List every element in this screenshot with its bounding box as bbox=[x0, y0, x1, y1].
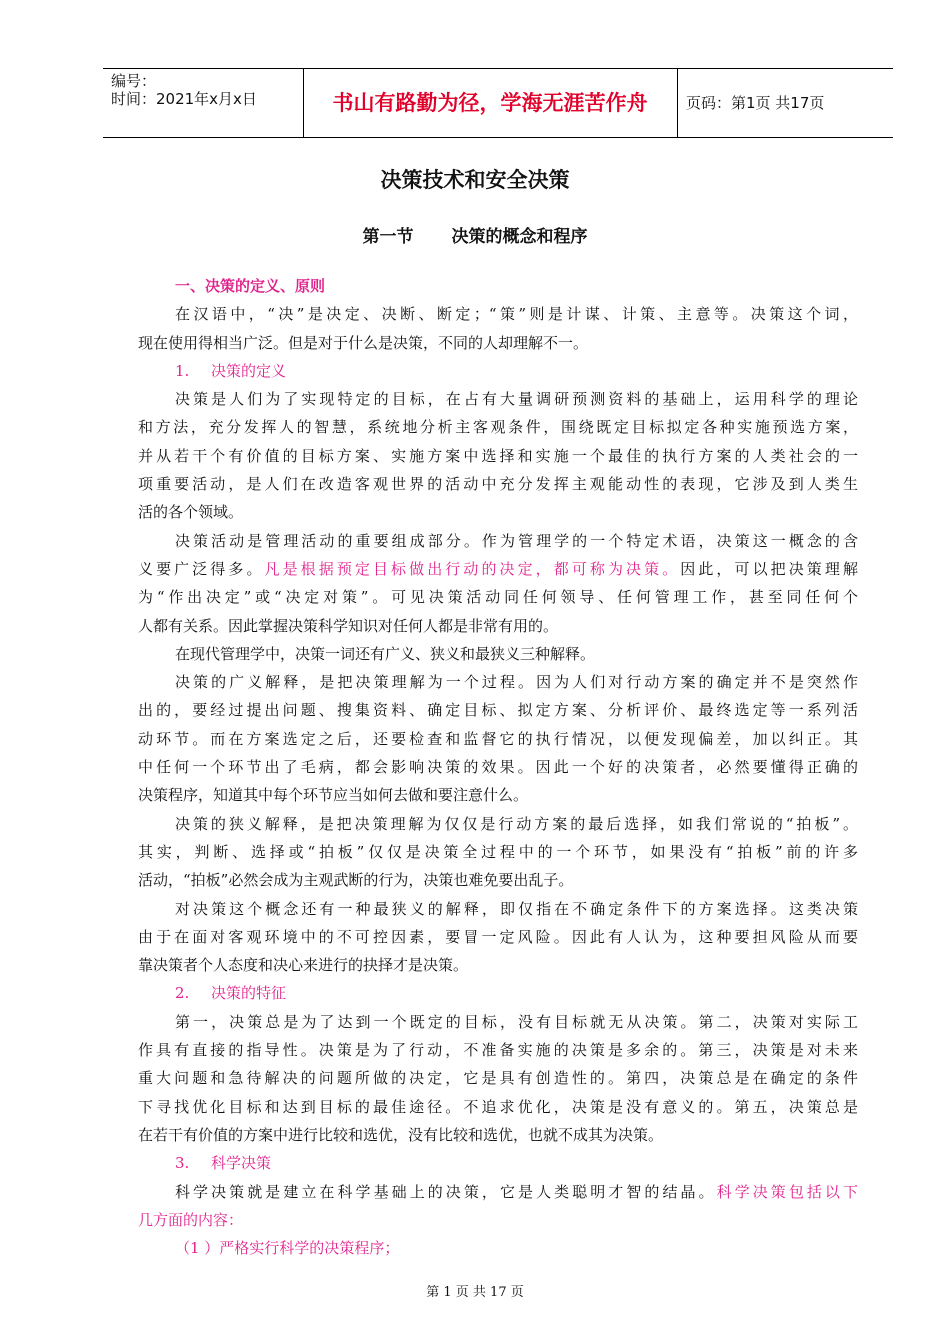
text-line: 第一，决策总是为了达到一个既定的目标，没有目标就无从决策。第二，决策对实际工 bbox=[175, 1012, 858, 1031]
text-line: 和方法，充分发挥人的智慧，系统地分析主客观条件，围绕既定目标拟定各种实施预选方案， bbox=[138, 418, 858, 437]
text-line: 下寻找优化目标和达到目标的最佳途径。不追求优化，决策是没有意义的。第五，决策总是 bbox=[138, 1097, 858, 1116]
header-page-code: 页码：第1页 共17页 bbox=[686, 94, 825, 112]
time-label: 时间：2021年x月x日 bbox=[111, 90, 257, 108]
text-line: 决策程序，知道其中每个环节应当如何去做和要注意什么。 bbox=[138, 786, 529, 805]
text-line: 出的，要经过提出问题、搜集资料、确定目标、拟定方案、分析评价、最终选定等一系列活 bbox=[138, 701, 858, 720]
text-line: 活动，“拍板”必然会成为主观武断的行为，决策也难免要出乱子。 bbox=[138, 871, 574, 890]
text-line: 在汉语中，“决”是决定、决断、断定；“策”则是计谋、计策、主意等。决策这个词， bbox=[175, 305, 858, 324]
subheading-features: 2. 决策的特征 bbox=[175, 984, 287, 1003]
section-name: 决策的概念和程序 bbox=[451, 227, 588, 247]
text-line: 现在使用得相当广泛。但是对于什么是决策，不同的人却理解不一。 bbox=[138, 333, 589, 352]
section-heading bbox=[0, 222, 950, 247]
text-line: 在现代管理学中，决策一词还有广义、狭义和最狭义三种解释。 bbox=[175, 644, 596, 663]
header-meta bbox=[111, 72, 257, 108]
subheading-definition: 1. 决策的定义 bbox=[175, 361, 287, 380]
text-line: 中任何一个环节出了毛病，都会影响决策的效果。因此一个好的决策者，必然要懂得正确的 bbox=[138, 758, 858, 777]
text-line: 决策是人们为了实现特定的目标，在占有大量调研预测资料的基础上，运用科学的理论 bbox=[175, 390, 858, 409]
text-line: 几方面的内容： bbox=[138, 1210, 244, 1229]
header-divider bbox=[677, 69, 678, 137]
text-line: 为“作出决定”或“决定对策”。可见决策活动同任何领导、任何管理工作，甚至同任何个 bbox=[138, 588, 858, 607]
page-footer: 第 1 页 共 17 页 bbox=[426, 1285, 524, 1300]
text-line: 决策的广义解释，是把决策理解为一个过程。因为人们对行动方案的确定并不是突然作 bbox=[175, 673, 858, 692]
text-line: 由于在面对客观环境中的不可控因素，要冒一定风险。因此有人认为，这种要担风险从而要 bbox=[138, 927, 858, 946]
text-line: 项重要活动，是人们在改造客观世界的活动中充分发挥主观能动性的表现，它涉及到人类生 bbox=[138, 475, 858, 494]
page-header bbox=[103, 68, 893, 138]
section-number: 第一节 bbox=[362, 227, 414, 247]
document-title: 决策技术和安全决策 bbox=[380, 168, 570, 192]
list-item: （1 ）严格实行科学的决策程序； bbox=[175, 1239, 400, 1258]
subheading-scientific: 3. 科学决策 bbox=[175, 1154, 272, 1173]
text-line: 义要广泛得多。凡是根据预定目标做出行动的决定，都可称为决策。因此，可以把决策理解 bbox=[138, 559, 858, 578]
text-line: 其实，判断、选择或“拍板”仅仅是决策全过程中的一个环节，如果没有“拍板”前的许多 bbox=[138, 842, 858, 861]
text-line: 重大问题和急待解决的问题所做的决定，它是具有创造性的。第四，决策总是在确定的条件 bbox=[138, 1069, 858, 1088]
highlighted-text: 凡是根据预定目标做出行动的决定，都可称为决策。 bbox=[264, 559, 681, 578]
text-line: 对决策这个概念还有一种最狭义的解释，即仅指在不确定条件下的方案选择。这类决策 bbox=[175, 899, 858, 918]
text-line: 在若干有价值的方案中进行比较和选优，没有比较和选优，也就不成其为决策。 bbox=[138, 1125, 664, 1144]
highlighted-text: 科学决策包括以下 bbox=[716, 1182, 858, 1201]
text-line: 靠决策者个人态度和决心来进行的抉择才是决策。 bbox=[138, 956, 469, 975]
text-line: 人都有关系。因此掌握决策科学知识对任何人都是非常有用的。 bbox=[138, 616, 559, 635]
heading-definition-principles: 一、决策的定义、原则 bbox=[175, 277, 326, 295]
serial-label: 编号： bbox=[111, 72, 157, 90]
header-motto: 书山有路勤为径，学海无涯苦作舟 bbox=[332, 91, 648, 115]
text-line: 动环节。而在方案选定之后，还要检查和监督它的执行情况，以便发现偏差，加以纠正。其 bbox=[138, 729, 858, 748]
text-line: 决策的狭义解释，是把决策理解为仅仅是行动方案的最后选择，如我们常说的“拍板”。 bbox=[175, 814, 858, 833]
text-line: 作具有直接的指导性。决策是为了行动，不准备实施的决策是多余的。第三，决策是对未来 bbox=[138, 1041, 858, 1060]
text-line: 科学决策就是建立在科学基础上的决策，它是人类聪明才智的结晶。科学决策包括以下 bbox=[175, 1182, 858, 1201]
document-body bbox=[138, 272, 858, 1262]
text-line: 并从若干个有价值的目标方案、实施方案中选择和实施一个最佳的执行方案的人类社会的一 bbox=[138, 446, 858, 465]
text-line: 决策活动是管理活动的重要组成部分。作为管理学的一个特定术语，决策这一概念的含 bbox=[175, 531, 858, 550]
text-line: 活的各个领域。 bbox=[138, 503, 244, 522]
